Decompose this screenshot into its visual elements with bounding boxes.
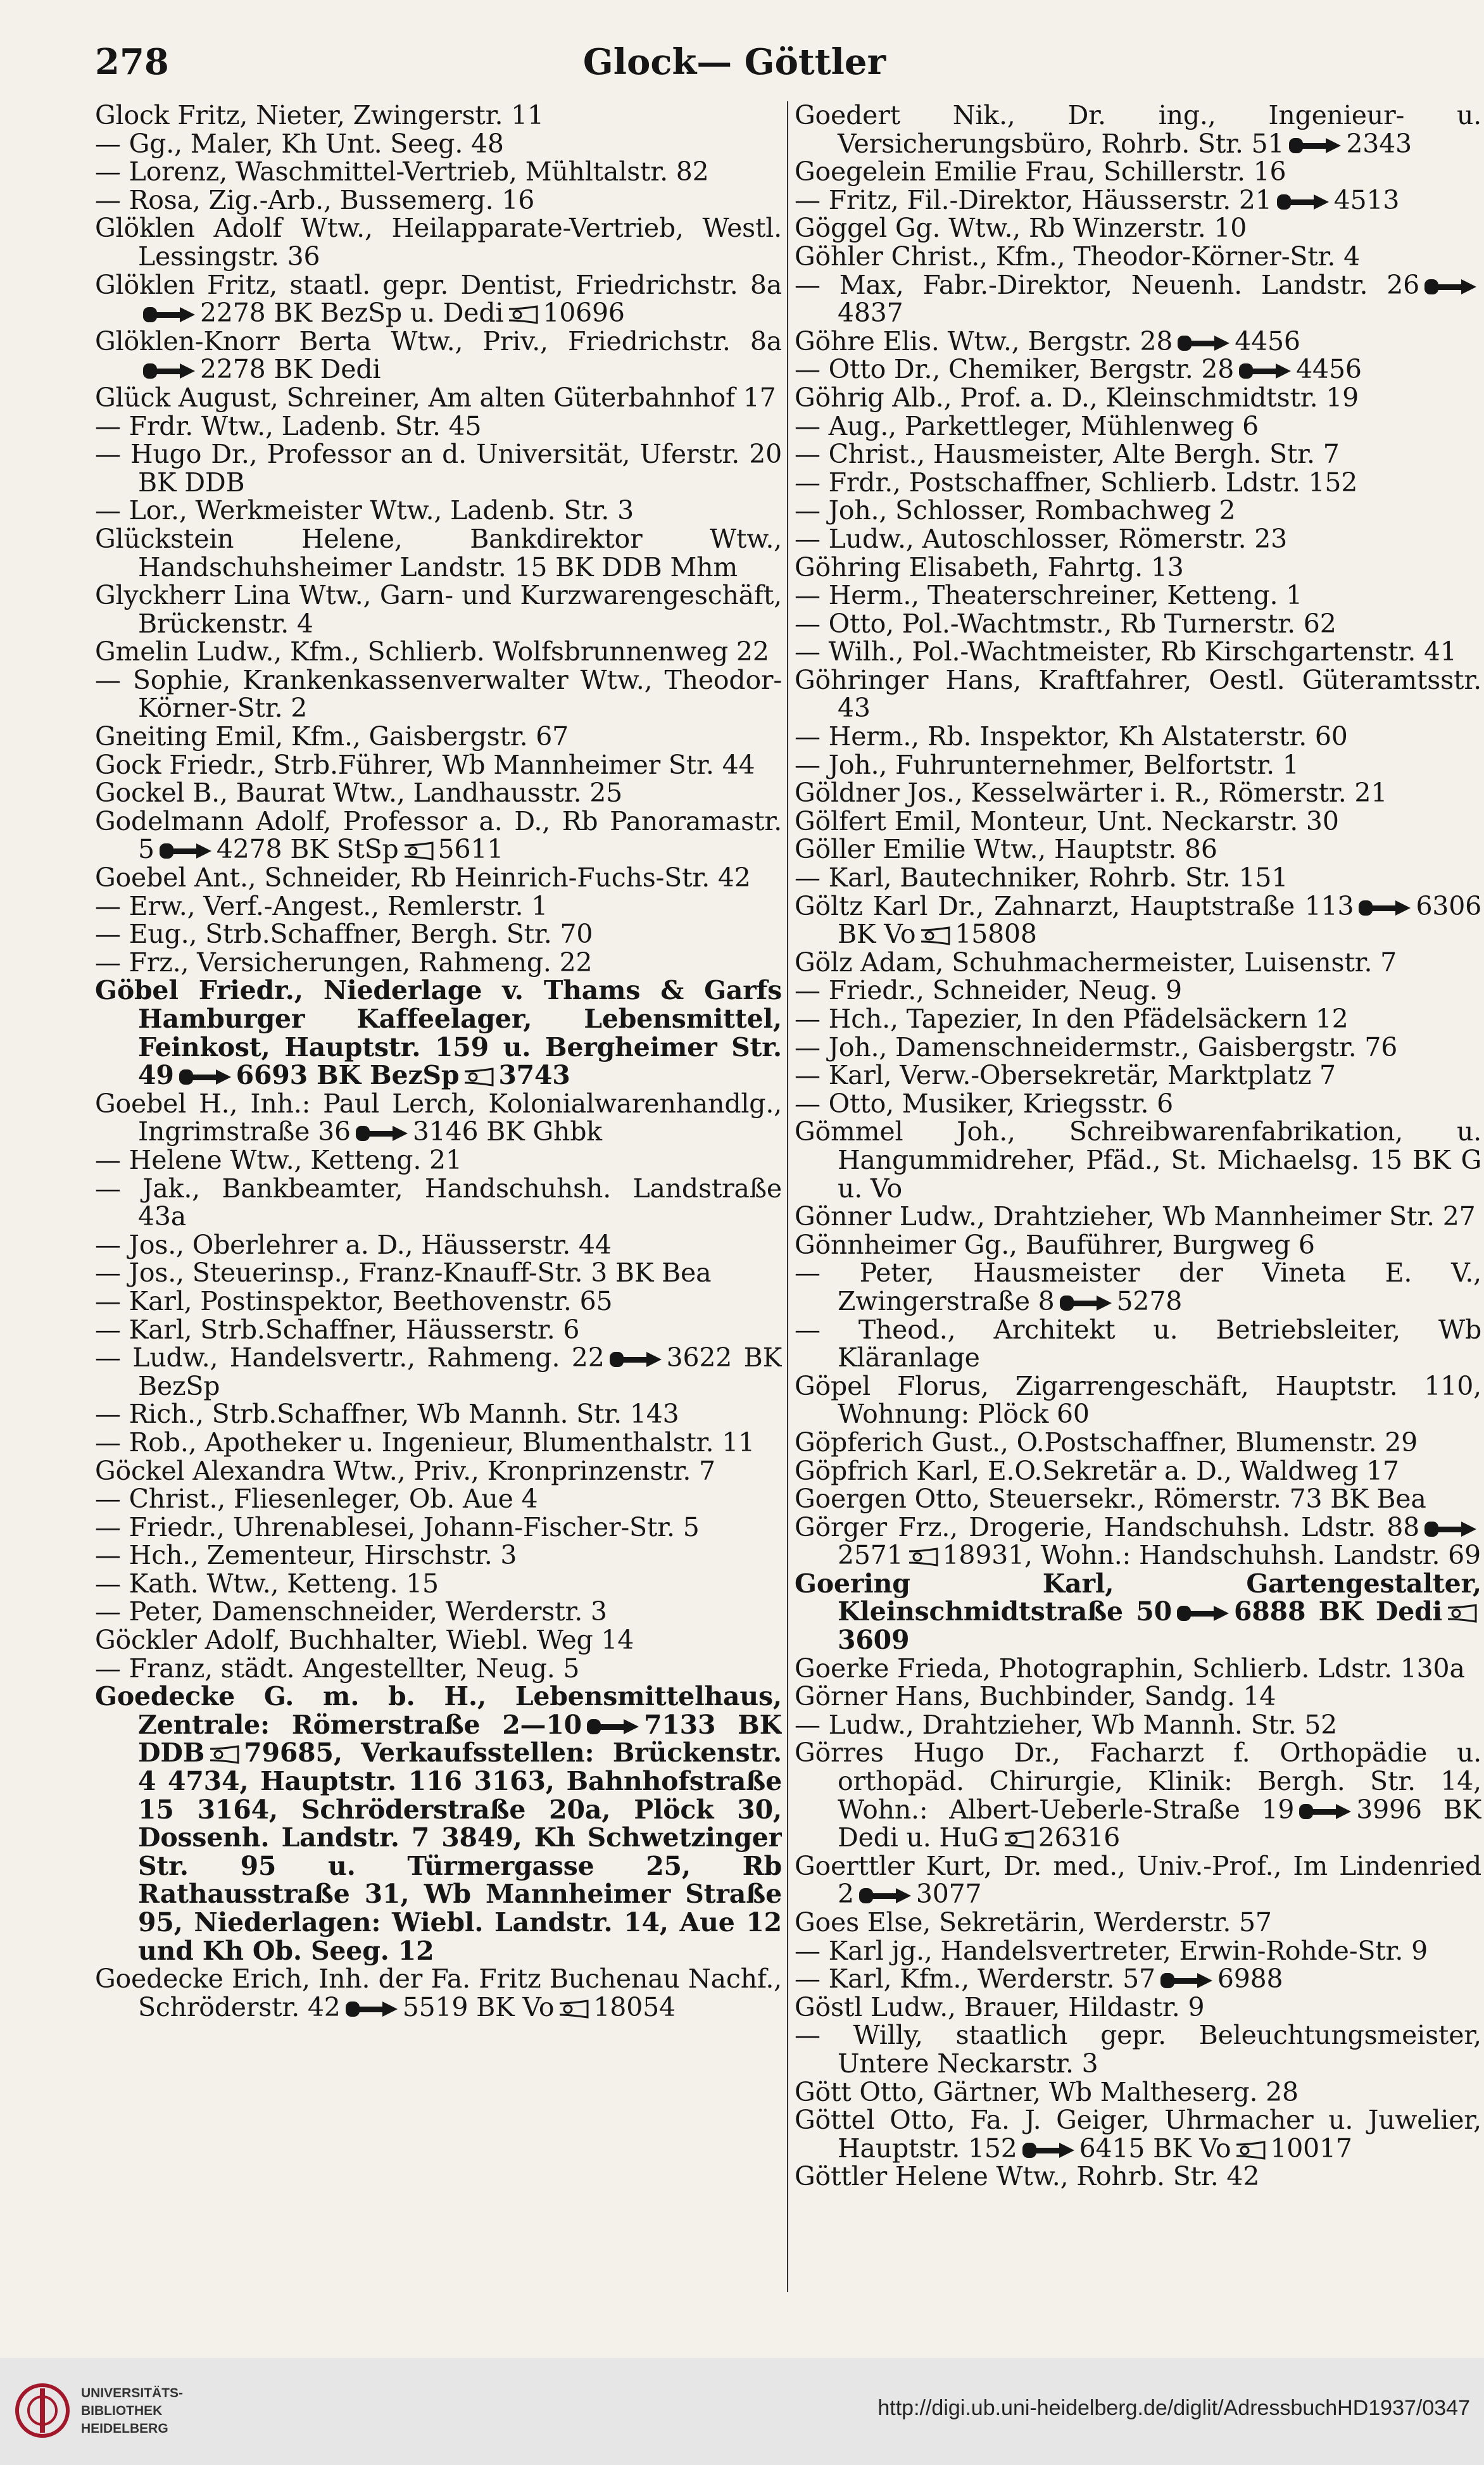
directory-entry [795, 496, 1481, 525]
directory-entry [95, 920, 782, 949]
entry-text: Goegelein Emilie Frau, Schillerstr. 16 [795, 156, 1286, 187]
entry-text: Gött Otto, Gärtner, Wb Maltheserg. 28 [795, 2076, 1298, 2107]
entry-text: Gock Friedr., Strb.Führer, Wb Mannheimer Str. 44 [95, 749, 755, 780]
directory-entry [95, 525, 782, 581]
directory-entry [795, 440, 1481, 469]
postal-number: 18931 [942, 1540, 1024, 1571]
directory-entry [95, 271, 782, 327]
entry-text: — Fritz, Fil.-Direktor, Häusserstr. 21 [795, 184, 1272, 215]
directory-entry [795, 892, 1481, 949]
entry-text: — Jak., Bankbeamter, Handschuhsh. Landstraße 43a [95, 1173, 782, 1232]
directory-entry [95, 1598, 782, 1626]
entry-text: Göstl Ludw., Brauer, Hildastr. 9 [795, 1991, 1205, 2022]
directory-entry [95, 186, 782, 215]
directory-entry [95, 1541, 782, 1570]
entry-text: Göpferich Gust., O.Postschaffner, Blumenstr. 29 [795, 1427, 1418, 1458]
directory-entry [95, 158, 782, 186]
telephone-handset-icon [1423, 277, 1478, 296]
directory-entry [795, 1485, 1481, 1513]
post-horn-icon [208, 1745, 240, 1764]
entry-text: — Christ., Hausmeister, Alte Bergh. Str. 7 [795, 439, 1340, 470]
entry-text: Goering Karl, Gartengestalter, Kleinschmidtstraße 50 [795, 1568, 1481, 1627]
postal-number: 15808 [955, 919, 1037, 950]
directory-entry [795, 807, 1481, 836]
directory-entry [95, 1457, 782, 1485]
entry-text: — Peter, Damenschneider, Werderstr. 3 [95, 1596, 607, 1627]
entry-text: Gneiting Emil, Kfm., Gaisbergstr. 67 [95, 721, 569, 752]
phone-number: 4837 [838, 298, 903, 329]
directory-entry [95, 666, 782, 722]
telephone-handset-icon [1059, 1294, 1113, 1313]
directory-entry [795, 1316, 1481, 1372]
directory-entry [795, 1739, 1481, 1851]
phone-number: 4456 [1296, 354, 1362, 385]
directory-entry [95, 1965, 782, 2021]
entry-text: Gönner Ludw., Drahtzieher, Wb Mannheimer Str. 27 [795, 1201, 1476, 1232]
library-logo-icon [14, 2382, 71, 2439]
directory-entry [95, 1316, 782, 1344]
directory-entry [795, 271, 1481, 327]
entry-text: — Lorenz, Waschmittel-Vertrieb, Mühltalstr. 82 [95, 156, 709, 187]
directory-entry [795, 1457, 1481, 1485]
entry-text: — Jos., Steuerinsp., Franz-Knauff-Str. 3 BK Bea [95, 1258, 712, 1289]
entry-text: — Ludw., Drahtzieher, Wb Mannh. Str. 52 [795, 1709, 1338, 1740]
directory-entry [795, 835, 1481, 864]
telephone-handset-icon [858, 1886, 912, 1905]
postal-number: 10696 [543, 298, 625, 329]
directory-entry [95, 496, 782, 525]
column-divider [787, 101, 788, 2292]
phone-number: 6888 [1233, 1596, 1306, 1627]
entry-text: — Christ., Fliesenleger, Ob. Aue 4 [95, 1484, 538, 1515]
directory-entry [795, 2106, 1481, 2162]
phone-number: 3146 [412, 1116, 479, 1147]
directory-entry [95, 976, 782, 1089]
directory-entry [795, 722, 1481, 751]
directory-entry [95, 412, 782, 441]
telephone-handset-icon [158, 842, 213, 861]
directory-entry [795, 1231, 1481, 1259]
directory-entry [795, 1061, 1481, 1090]
directory-entry [95, 949, 782, 977]
directory-entry [795, 1682, 1481, 1711]
entry-text: Gömmel Joh., Schreibwarenfabrikation, u. Hangummidreher, Pfäd., St. Michaelsg. 15 BK G u. Vo [795, 1116, 1481, 1204]
entry-text: — Erw., Verf.-Angest., Remlerstr. 1 [95, 890, 548, 921]
directory-entry [795, 2162, 1481, 2191]
entry-text: — Ludw., Autoschlosser, Römerstr. 23 [795, 523, 1288, 554]
entry-text: Görres Hugo Dr., Facharzt f. Orthopädie u. orthopäd. Chirurgie, Klinik: Bergh. Str. 14, Wohn.: Albert-Ueberle-Straße 19 [795, 1737, 1481, 1825]
entry-text: — Herm., Rb. Inspektor, Kh Alstaterstr. 60 [795, 721, 1348, 752]
directory-entry [795, 1655, 1481, 1683]
entry-text: Glöklen Adolf Wtw., Heilapparate-Vertrieb, Westl. Lessingstr. 36 [95, 213, 782, 272]
entry-text: Göckler Adolf, Buchhalter, Wiebl. Weg 14 [95, 1625, 634, 1656]
directory-entry [95, 892, 782, 921]
directory-entry [795, 1005, 1481, 1033]
entry-text: Goedert Nik., Dr. ing., Ingenieur- u. Versicherungsbüro, Rohrb. Str. 51 [795, 101, 1481, 159]
directory-entry [795, 2078, 1481, 2107]
entry-text: — Karl, Verw.-Obersekretär, Marktplatz 7 [795, 1060, 1336, 1091]
entry-text: Göldner Jos., Kesselwärter i. R., Römerstr. 21 [795, 778, 1388, 809]
post-horn-icon [507, 305, 539, 324]
entry-text: Göller Emilie Wtw., Hauptstr. 86 [795, 834, 1217, 865]
directory-entry [95, 1231, 782, 1259]
entry-text: — Karl, Strb.Schaffner, Häusserstr. 6 [95, 1314, 580, 1345]
entry-text: — Gg., Maler, Kh Unt. Seeg. 48 [95, 128, 504, 159]
directory-entry [95, 130, 782, 158]
entry-text: — Rosa, Zig.-Arb., Bussemerg. 16 [95, 184, 535, 215]
directory-entry [795, 610, 1481, 638]
entry-bank-info: BK Dedi u. HuG [838, 1794, 1481, 1853]
directory-entry [795, 666, 1481, 722]
telephone-handset-icon [1159, 1971, 1214, 1990]
entry-text: Goes Else, Sekretärin, Werderstr. 57 [795, 1907, 1272, 1938]
entry-text: — Karl, Kfm., Werderstr. 57 [795, 1964, 1155, 1995]
entry-text: — Friedr., Schneider, Neug. 9 [795, 975, 1182, 1006]
entry-text: Glückstein Helene, Bankdirektor Wtw., Handschuhsheimer Landstr. 15 BK DDB Mhm [95, 523, 782, 583]
postal-number: 10017 [1270, 2133, 1352, 2164]
entry-text: — Frdr. Wtw., Ladenb. Str. 45 [95, 410, 482, 441]
phone-number: 4456 [1235, 325, 1300, 356]
telephone-handset-icon [586, 1717, 640, 1736]
entry-text: — Karl, Postinspektor, Beethovenstr. 65 [95, 1285, 613, 1316]
entry-bank-info: BK Ghbk [486, 1116, 602, 1147]
phone-number: 2278 [200, 354, 266, 385]
entry-text: Goebel Ant., Schneider, Rb Heinrich-Fuchs-Str. 42 [95, 862, 751, 893]
entry-text: — Helene Wtw., Ketteng. 21 [95, 1144, 462, 1175]
entry-text: Goergen Otto, Steuersekr., Römerstr. 73 BK Bea [795, 1484, 1426, 1515]
directory-entry [795, 2021, 1481, 2077]
entry-text: — Hugo Dr., Professor an d. Universität, Uferstr. 20 BK DDB [95, 439, 782, 498]
directory-entry [795, 949, 1481, 977]
directory-entry [795, 1259, 1481, 1315]
entry-text: Gölz Adam, Schuhmachermeister, Luisenstr. 7 [795, 947, 1397, 978]
directory-entry [795, 638, 1481, 666]
directory-entry [795, 412, 1481, 441]
post-horn-icon [1003, 1830, 1034, 1849]
postal-number: 18054 [593, 1991, 676, 2022]
entry-text: Göbel Friedr., Niederlage v. Thams & Garfs Hamburger Kaffeelager, Lebensmittel, Feinkost, Hauptstr. 159 u. Bergheimer Str. 49 [95, 975, 782, 1091]
directory-entry [95, 1513, 782, 1542]
directory-entry [95, 807, 782, 864]
phone-number: 6415 [1079, 2133, 1145, 2164]
telephone-handset-icon [142, 305, 196, 324]
directory-entry [795, 581, 1481, 610]
telephone-handset-icon [1238, 362, 1292, 381]
phone-number: 7133 [644, 1709, 716, 1740]
entry-text: Göhre Elis. Wtw., Bergstr. 28 [795, 325, 1173, 356]
entry-text: Göpfrich Karl, E.O.Sekretär a. D., Waldweg 17 [795, 1455, 1399, 1486]
entry-bank-info: BK Vo [838, 919, 916, 950]
entry-text: Göttel Otto, Fa. J. Geiger, Uhrmacher u. Juwelier, Hauptstr. 152 [795, 2105, 1481, 2164]
post-horn-icon [919, 926, 951, 945]
directory-entry [795, 1202, 1481, 1231]
phone-number: 3077 [915, 1879, 982, 1910]
entry-text: Gönnheimer Gg., Bauführer, Burgweg 6 [795, 1229, 1315, 1260]
telephone-handset-icon [1176, 1604, 1230, 1623]
directory-entry [95, 214, 782, 270]
phone-number: 2343 [1346, 128, 1412, 159]
entry-text: — Kath. Wtw., Ketteng. 15 [95, 1568, 439, 1599]
phone-number: 2571 [838, 1540, 903, 1571]
directory-entry [795, 327, 1481, 356]
source-url-link[interactable]: http://digi.ub.uni-heidelberg.de/diglit/AdressbuchHD1937/0347 [877, 2396, 1470, 2420]
entry-bank-info: BK Dedi [274, 354, 381, 385]
postal-number: 26316 [1038, 1822, 1121, 1853]
page-header [95, 35, 1374, 92]
directory-entry [795, 101, 1481, 158]
phone-number: 3622 [666, 1342, 733, 1373]
entry-text-continued: , Wohn.: Handschuhsh. Landstr. 69 [1024, 1540, 1481, 1571]
directory-entry [795, 1513, 1481, 1570]
entry-text: Goebel H., Inh.: Paul Lerch, Kolonialwarenhandlg., Ingrimstraße 36 [95, 1088, 782, 1147]
entry-text: — Rich., Strb.Schaffner, Wb Mannh. Str. 143 [95, 1399, 679, 1430]
entry-text: Göggel Gg. Wtw., Rb Winzerstr. 10 [795, 213, 1247, 244]
entry-text: — Joh., Fuhrunternehmer, Belfortstr. 1 [795, 749, 1299, 780]
entry-text: — Karl, Bautechniker, Rohrb. Str. 151 [795, 862, 1288, 893]
directory-entry [95, 722, 782, 751]
entry-text: Goerttler Kurt, Dr. med., Univ.-Prof., Im Lindenried 2 [795, 1850, 1481, 1910]
directory-entry [795, 864, 1481, 892]
directory-entry [95, 1655, 782, 1683]
directory-entry [795, 1118, 1481, 1202]
directory-entry [795, 214, 1481, 243]
phone-number: 6306 [1416, 890, 1481, 921]
directory-entry [795, 469, 1481, 497]
entry-bank-info: BK StSp [290, 834, 399, 865]
entry-text: — Joh., Schlosser, Rombachweg 2 [795, 495, 1236, 526]
telephone-handset-icon [1276, 192, 1330, 211]
post-horn-icon [463, 1068, 494, 1087]
entry-text: — Frz., Versicherungen, Rahmeng. 22 [95, 947, 593, 978]
phone-number: 4278 [216, 834, 282, 865]
entry-bank-info: BK Vo [476, 1991, 555, 2022]
entry-bank-info: BK BezSp [138, 1342, 782, 1401]
entry-bank-info: BK Dedi [1318, 1596, 1443, 1627]
telephone-handset-icon [1298, 1802, 1352, 1821]
page-number: 278 [95, 41, 169, 83]
phone-number: 2278 [200, 298, 266, 329]
telephone-handset-icon [178, 1068, 232, 1087]
entry-text: — Max, Fabr.-Direktor, Neuenh. Landstr. 26 [795, 269, 1419, 300]
directory-entry [95, 1090, 782, 1146]
entry-text: — Otto, Pol.-Wachtmstr., Rb Turnerstr. 62 [795, 608, 1336, 639]
directory-entry [95, 327, 782, 384]
entry-text: — Rob., Apotheker u. Ingenieur, Blumenthalstr. 11 [95, 1427, 755, 1458]
directory-entry [95, 779, 782, 807]
running-head: Glock— Göttler [582, 41, 886, 83]
phone-number: 4513 [1333, 184, 1400, 215]
directory-entry [795, 158, 1481, 186]
phone-number: 6988 [1217, 1964, 1283, 1995]
entry-text: Godelmann Adolf, Professor a. D., Rb Panoramastr. 5 [95, 805, 782, 865]
directory-entry [795, 525, 1481, 553]
telephone-handset-icon [1176, 334, 1231, 353]
directory-entry [95, 1682, 782, 1965]
entry-text: Goerke Frieda, Photographin, Schlierb. Ldstr. 130a [795, 1653, 1465, 1684]
directory-entry [795, 779, 1481, 807]
directory-entry [95, 1400, 782, 1428]
directory-entry [795, 1908, 1481, 1937]
entry-text: — Willy, staatlich gepr. Beleuchtungsmeister, Untere Neckarstr. 3 [795, 2020, 1481, 2079]
directory-entry [95, 581, 782, 638]
telephone-handset-icon [142, 362, 196, 381]
directory-entry [795, 186, 1481, 215]
telephone-handset-icon [1423, 1520, 1478, 1539]
entry-text: — Aug., Parkettleger, Mühlenweg 6 [795, 410, 1259, 441]
entry-text: Glück August, Schreiner, Am alten Güterbahnhof 17 [95, 382, 776, 413]
right-column [795, 101, 1481, 2292]
directory-entry [95, 440, 782, 496]
entry-text: — Theod., Architekt u. Betriebsleiter, Wb Kläranlage [795, 1314, 1481, 1373]
directory-entry [795, 1570, 1481, 1655]
telephone-handset-icon [344, 2000, 399, 2019]
entry-text: Görger Frz., Drogerie, Handschuhsh. Ldstr. 88 [795, 1511, 1419, 1542]
entry-bank-info: BK DDB [138, 1709, 782, 1768]
entry-text: Göhring Elisabeth, Fahrtg. 13 [795, 552, 1184, 583]
telephone-handset-icon [355, 1124, 409, 1143]
directory-entry [795, 976, 1481, 1005]
directory-entry [795, 553, 1481, 582]
entry-text: — Eug., Strb.Schaffner, Bergh. Str. 70 [95, 919, 593, 950]
directory-entry [795, 1428, 1481, 1457]
entry-bank-info: BK Vo [1153, 2133, 1231, 2164]
directory-entry [95, 751, 782, 779]
telephone-handset-icon [608, 1350, 663, 1369]
left-column [95, 101, 782, 2292]
entry-text: Göckel Alexandra Wtw., Priv., Kronprinzenstr. 7 [95, 1455, 715, 1486]
entry-text: Göpel Florus, Zigarrengeschäft, Hauptstr. 110, Wohnung: Plöck 60 [795, 1370, 1481, 1430]
entry-text: Glock Fritz, Nieter, Zwingerstr. 11 [95, 101, 544, 130]
entry-text: — Joh., Damenschneidermstr., Gaisbergstr. 76 [795, 1031, 1398, 1062]
directory-entry [95, 1259, 782, 1287]
entry-text: Göhringer Hans, Kraftfahrer, Oestl. Güteramtsstr. 43 [795, 664, 1481, 724]
directory-entry [95, 384, 782, 412]
directory-entry [795, 1852, 1481, 1908]
entry-text: Glöklen Fritz, staatl. gepr. Dentist, Friedrichstr. 8a [95, 269, 782, 300]
directory-entry [95, 1175, 782, 1231]
directory-entry [95, 1626, 782, 1655]
directory-entry [795, 1993, 1481, 2022]
post-horn-icon [1235, 2141, 1266, 2160]
entry-text: — Peter, Hausmeister der Vineta E. V., Zwingerstraße 8 [795, 1258, 1481, 1316]
postal-number: 3743 [498, 1060, 570, 1091]
directory-entry [795, 384, 1481, 412]
entry-text: — Sophie, Krankenkassenverwalter Wtw., Theodor-Körner-Str. 2 [95, 664, 782, 724]
directory-entry [95, 101, 782, 130]
entry-text: Glyckherr Lina Wtw., Garn- und Kurzwarengeschäft, Brückenstr. 4 [95, 580, 782, 639]
entry-text: — Herm., Theaterschreiner, Ketteng. 1 [795, 580, 1303, 611]
entry-text: Gmelin Ludw., Kfm., Schlierb. Wolfsbrunnenweg 22 [95, 636, 769, 667]
phone-number: 3996 [1356, 1794, 1422, 1825]
post-horn-icon [1446, 1604, 1478, 1623]
entry-bank-info: BK BezSp [317, 1060, 460, 1091]
directory-entry [95, 638, 782, 666]
phone-number: 5519 [402, 1991, 468, 2022]
telephone-handset-icon [1021, 2141, 1076, 2160]
entry-text: — Hch., Zementeur, Hirschstr. 3 [95, 1540, 517, 1571]
directory-entry [95, 1570, 782, 1598]
entry-text: Göhrig Alb., Prof. a. D., Kleinschmidtstr. 19 [795, 382, 1359, 413]
entry-text: — Hch., Tapezier, In den Pfädelsäckern 12 [795, 1004, 1349, 1034]
directory-entry [795, 1965, 1481, 1993]
entry-text: Gölfert Emil, Monteur, Unt. Neckarstr. 30 [795, 805, 1339, 836]
entry-text: — Karl jg., Handelsvertreter, Erwin-Rohde-Str. 9 [795, 1935, 1428, 1966]
directory-entry [795, 1090, 1481, 1118]
directory-entry [95, 1485, 782, 1513]
entry-text: Göltz Karl Dr., Zahnarzt, Hauptstraße 113 [795, 890, 1354, 921]
directory-entry [795, 243, 1481, 271]
postal-number: 79685 [244, 1737, 334, 1768]
entry-text: — Jos., Oberlehrer a. D., Häusserstr. 44 [95, 1229, 612, 1260]
telephone-handset-icon [1288, 136, 1342, 155]
post-horn-icon [907, 1548, 939, 1567]
library-name: UNIVERSITÄTS- BIBLIOTHEK HEIDELBERG [81, 2386, 184, 2436]
directory-entry [95, 1287, 782, 1316]
entry-text: Glöklen-Knorr Berta Wtw., Priv., Friedrichstr. 8a [95, 325, 782, 356]
entry-text: — Lor., Werkmeister Wtw., Ladenb. Str. 3 [95, 495, 634, 526]
entry-text: — Otto, Musiker, Kriegsstr. 6 [795, 1088, 1174, 1119]
telephone-handset-icon [1357, 898, 1412, 917]
directory-entry [795, 751, 1481, 779]
entry-text: Gockel B., Baurat Wtw., Landhausstr. 25 [95, 778, 623, 809]
directory-entry [95, 864, 782, 892]
directory-entry [95, 1146, 782, 1175]
postal-number: 3609 [838, 1625, 910, 1656]
entry-text: — Frdr., Postschaffner, Schlierb. Ldstr. 152 [795, 467, 1358, 498]
postal-number: 5611 [437, 834, 504, 865]
entry-text: — Otto Dr., Chemiker, Bergstr. 28 [795, 354, 1235, 385]
entry-text: — Friedr., Uhrenablesei, Johann-Fischer-Str. 5 [95, 1511, 700, 1542]
entry-text: Goedecke G. m. b. H., Lebensmittelhaus, Zentrale: Römerstraße 2—10 [95, 1681, 782, 1740]
entry-text: — Ludw., Handelsvertr., Rahmeng. 22 [95, 1342, 605, 1373]
phone-number: 6693 [236, 1060, 308, 1091]
entry-text: Goedecke Erich, Inh. der Fa. Fritz Buchenau Nachf., Schröderstr. 42 [95, 1964, 782, 2022]
phone-number: 5278 [1116, 1285, 1183, 1316]
footer-bar [0, 2358, 1484, 2465]
entry-text: — Franz, städt. Angestellter, Neug. 5 [95, 1653, 580, 1684]
directory-entry [795, 355, 1481, 384]
directory-entry [795, 1937, 1481, 1965]
entry-text-continued: , Verkaufsstellen: Brückenstr. 4 4734, Hauptstr. 116 3163, Bahnhofstraße 15 3164, Schröderstraße 20a, Plöck 30, Dossenh. Landstr. 7 3849, Kh Schwetzinger Str. 95 u. Türmergasse 25, Rb Rathausstraße 31, Wb Mannheimer Straße 95, Niederlagen: Wiebl. Landstr. 14, Aue 12 und Kh Ob. Seeg. 12 [138, 1737, 782, 1966]
directory-entry [795, 1711, 1481, 1739]
post-horn-icon [403, 842, 434, 861]
entry-text: Göttler Helene Wtw., Rohrb. Str. 42 [795, 2161, 1260, 2192]
entry-text: Görner Hans, Buchbinder, Sandg. 14 [795, 1681, 1276, 1712]
entry-text: — Wilh., Pol.-Wachtmeister, Rb Kirschgartenstr. 41 [795, 636, 1457, 667]
directory-entry [795, 1372, 1481, 1428]
directory-entry [95, 1428, 782, 1457]
post-horn-icon [558, 2000, 589, 2019]
directory-entry [95, 1344, 782, 1400]
entry-bank-info: BK BezSp u. Dedi [274, 298, 504, 329]
entry-text: Göhler Christ., Kfm., Theodor-Körner-Str. 4 [795, 241, 1360, 272]
directory-entry [795, 1033, 1481, 1062]
